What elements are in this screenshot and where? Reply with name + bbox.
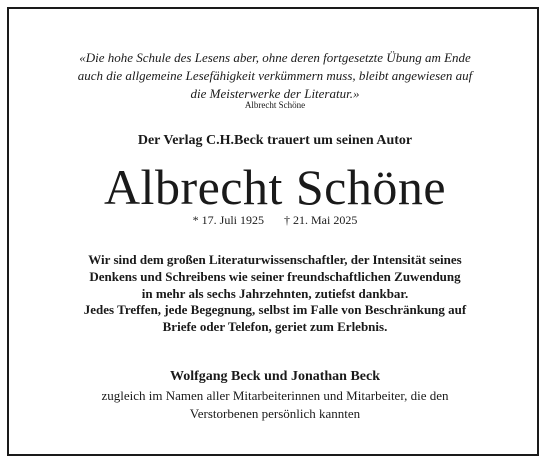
deceased-name: Albrecht Schöne — [103, 159, 447, 215]
life-dates — [0, 212, 550, 228]
tribute-line: in mehr als sechs Jahrzehnten, zutiefst dankbar. — [141, 285, 409, 301]
tribute-line: Wir sind dem großen Literaturwissenschaftler, der Intensität seines — [88, 252, 462, 267]
birth-date: * 17. Juli 1925 — [192, 213, 264, 227]
quote-line: auch die allgemeine Lesefähigkeit verkümmern muss, bleibt angewiesen auf — [77, 68, 473, 83]
epigraph-quote — [40, 49, 510, 103]
quote-line: die Meisterwerke der Literatur.» — [190, 86, 360, 101]
signatory-note-line: zugleich im Namen aller Mitarbeiterinnen und Mitarbeiter, die den — [101, 388, 449, 403]
signatory-note-line: Verstorbenen persönlich kannten — [189, 406, 361, 421]
tribute-text — [30, 252, 520, 336]
quote-attribution: Albrecht Schöne — [244, 100, 306, 110]
signatory-names: Wolfgang Beck und Jonathan Beck — [169, 369, 381, 384]
tribute-line: Jedes Treffen, jede Begegnung, selbst im Falle von Beschränkung auf — [83, 302, 467, 318]
tribute-line: Denkens und Schreibens wie seiner freundschaftlichen Zuwendung — [89, 268, 461, 284]
signatory-note — [30, 387, 520, 423]
death-date: † 21. Mai 2025 — [284, 213, 358, 227]
publisher-mourning-line: Der Verlag C.H.Beck trauert um seinen Autor — [137, 133, 413, 148]
quote-line: «Die hohe Schule des Lesens aber, ohne deren fortgesetzte Übung am Ende — [79, 50, 471, 65]
tribute-line: Briefe oder Telefon, geriet zum Erlebnis. — [162, 319, 388, 335]
